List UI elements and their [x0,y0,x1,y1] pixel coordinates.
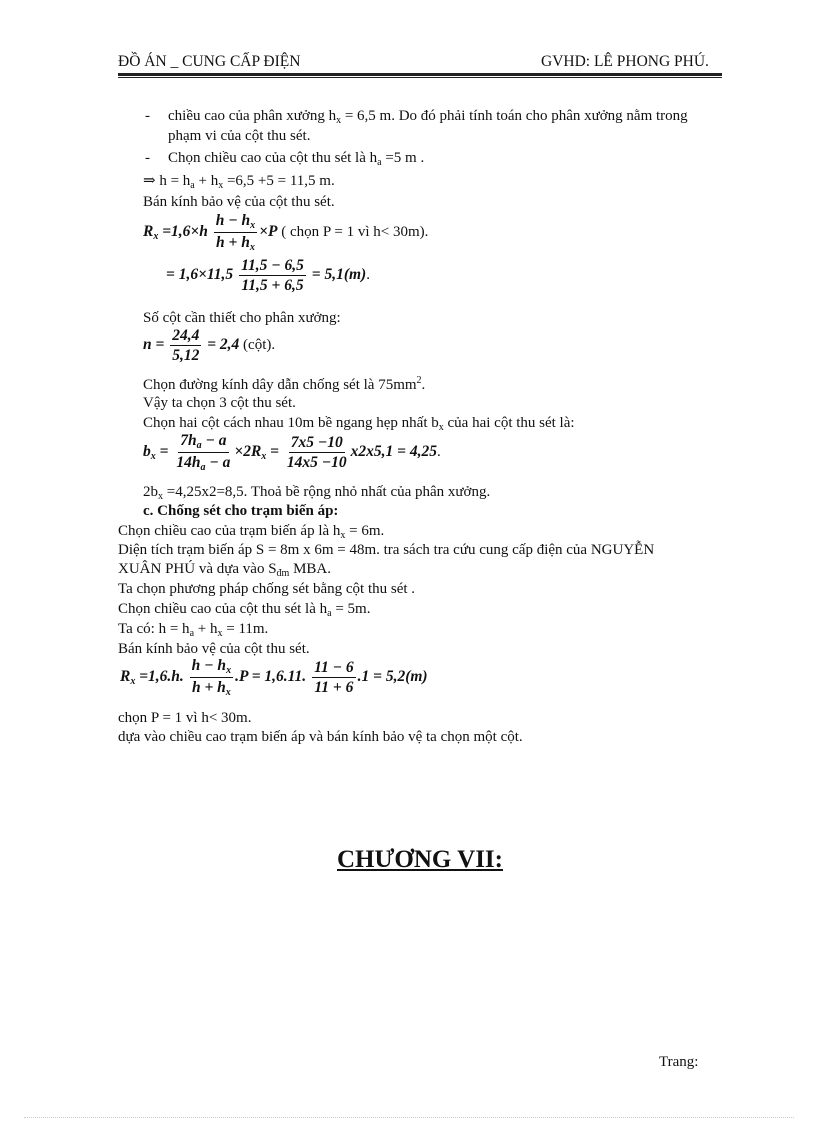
header-rule [118,73,722,76]
header-left: ĐỒ ÁN _ CUNG CẤP ĐIỆN [118,53,301,70]
bullet-dash: - [145,108,150,124]
rx3-fraction-2: $\frac{11 - 6}{11 + 6}$ [314,658,354,696]
two-columns-line: Chọn hai cột cách nhau 10m bề ngang hẹp nhất $b_x$ của hai cột thu sét là: [143,415,575,433]
header-rule-thin [118,77,722,78]
choose-three-line: Vậy ta chọn 3 cột thu sét. [143,395,296,411]
header-right: GVHD: LÊ PHONG PHÚ. [541,53,709,70]
n-formula: n = $\frac{24,4}{5,12}$ = 2,4 (cột). [143,327,276,365]
bx-fraction-2: $\frac{7x5 -10}{14x5 -10}$ [286,433,347,471]
column-count-label: Số cột cần thiết cho phân xưởng: [143,310,341,326]
substation-line-3: XUÂN PHÚ và dựa vào $S_{đm}$ MBA. [118,561,332,579]
n-fraction: $\frac{24,4}{5,12}$ [172,327,200,365]
chapter-title: CHƯƠNG VII: [337,846,503,873]
protect-radius-label: Bán kính bảo vệ của cột thu sét. [143,194,335,210]
substation-line-4: Ta chọn phương pháp chống sét bằng cột thu sét . [118,581,416,597]
bx-fraction-1: $\frac{7h_a - a}{14h_a - a}$ [176,432,231,473]
rx-formula-3: $R_x =1,6.h$. $\frac{h - h_x}{h + h_x}$ .P = 1,6.11. $\frac{11 - 6}{11 + 6}$ .1 = 5,2(m) [120,657,428,698]
substation-line-6: Ta có: $h = h_a + h_x = 11m$. [118,621,269,639]
substation-line-8: chọn P = 1 vì h< 30m. [118,710,252,726]
substation-line-7: Bán kính bảo vệ của cột thu sét. [118,641,310,657]
substation-line-9: dựa vào chiều cao trạm biến áp và bán kính bảo vệ ta chọn một cột. [118,729,523,745]
rx3-fraction-1: $\frac{h - h_x}{h + h_x}$ [191,657,232,698]
bullet-line-1-cont: phạm vi của cột thu sét. [168,128,311,144]
wire-diameter-line: Chọn đường kính dây dẫn chống sét là $75mm^2$. [143,375,426,393]
bullet-line-1: chiều cao của phân xưởng $h_x = 6,5$ m. Do đó phải tính toán cho phân xưởng nằm trong [168,108,688,126]
rx-formula-1: $R_x =1,6\times h$ $\frac{h - h_x}{h + h_x}$ ×P ( chọn P = 1 vì h< 30m). [143,212,429,253]
rx-formula-2: = 1,6×11,5 $\frac{11,5 - 6,5}{11,5 + 6,5}$ = 5,1(m). [166,257,370,295]
height-sum-line: ⇒ $h = h_a + h_x =6,5 +5 = 11,5$ m. [143,173,335,191]
page-bottom-border [24,1117,794,1118]
bullet-line-2: Chọn chiều cao của cột thu sét là $h_a =5$ m . [168,150,425,168]
double-bx-line: $2b_x =4,25x2=8,5$. Thoả bề rộng nhỏ nhất của phân xưởng. [143,484,491,502]
bx-formula: $b_x$ = $\frac{7h_a - a}{14h_a - a}$ $\times 2R_x$ = $\frac{7x5 -10}{14x5 -10}$ x2x5,1 = 4,25. [143,432,441,473]
substation-line-5: Chọn chiều cao của cột thu sét là $h_a = 5m$. [118,601,371,619]
section-c-heading: c. Chống sét cho trạm biến áp: [143,503,339,519]
substation-line-2: Diện tích trạm biến áp S = 8m x 6m = 48m. tra sách tra cứu cung cấp điện của NGUYỄN [118,542,655,558]
implies-arrow: ⇒ [143,173,156,189]
rx-fraction-1: $\frac{h - h_x}{h + h_x}$ [215,212,256,253]
substation-line-1: Chọn chiều cao của trạm biến áp là $h_x = 6m$. [118,523,385,541]
bullet-dash: - [145,150,150,166]
rx-fraction-2: $\frac{11,5 - 6,5}{11,5 + 6,5}$ [241,257,304,295]
page-footer: Trang: [659,1054,699,1070]
